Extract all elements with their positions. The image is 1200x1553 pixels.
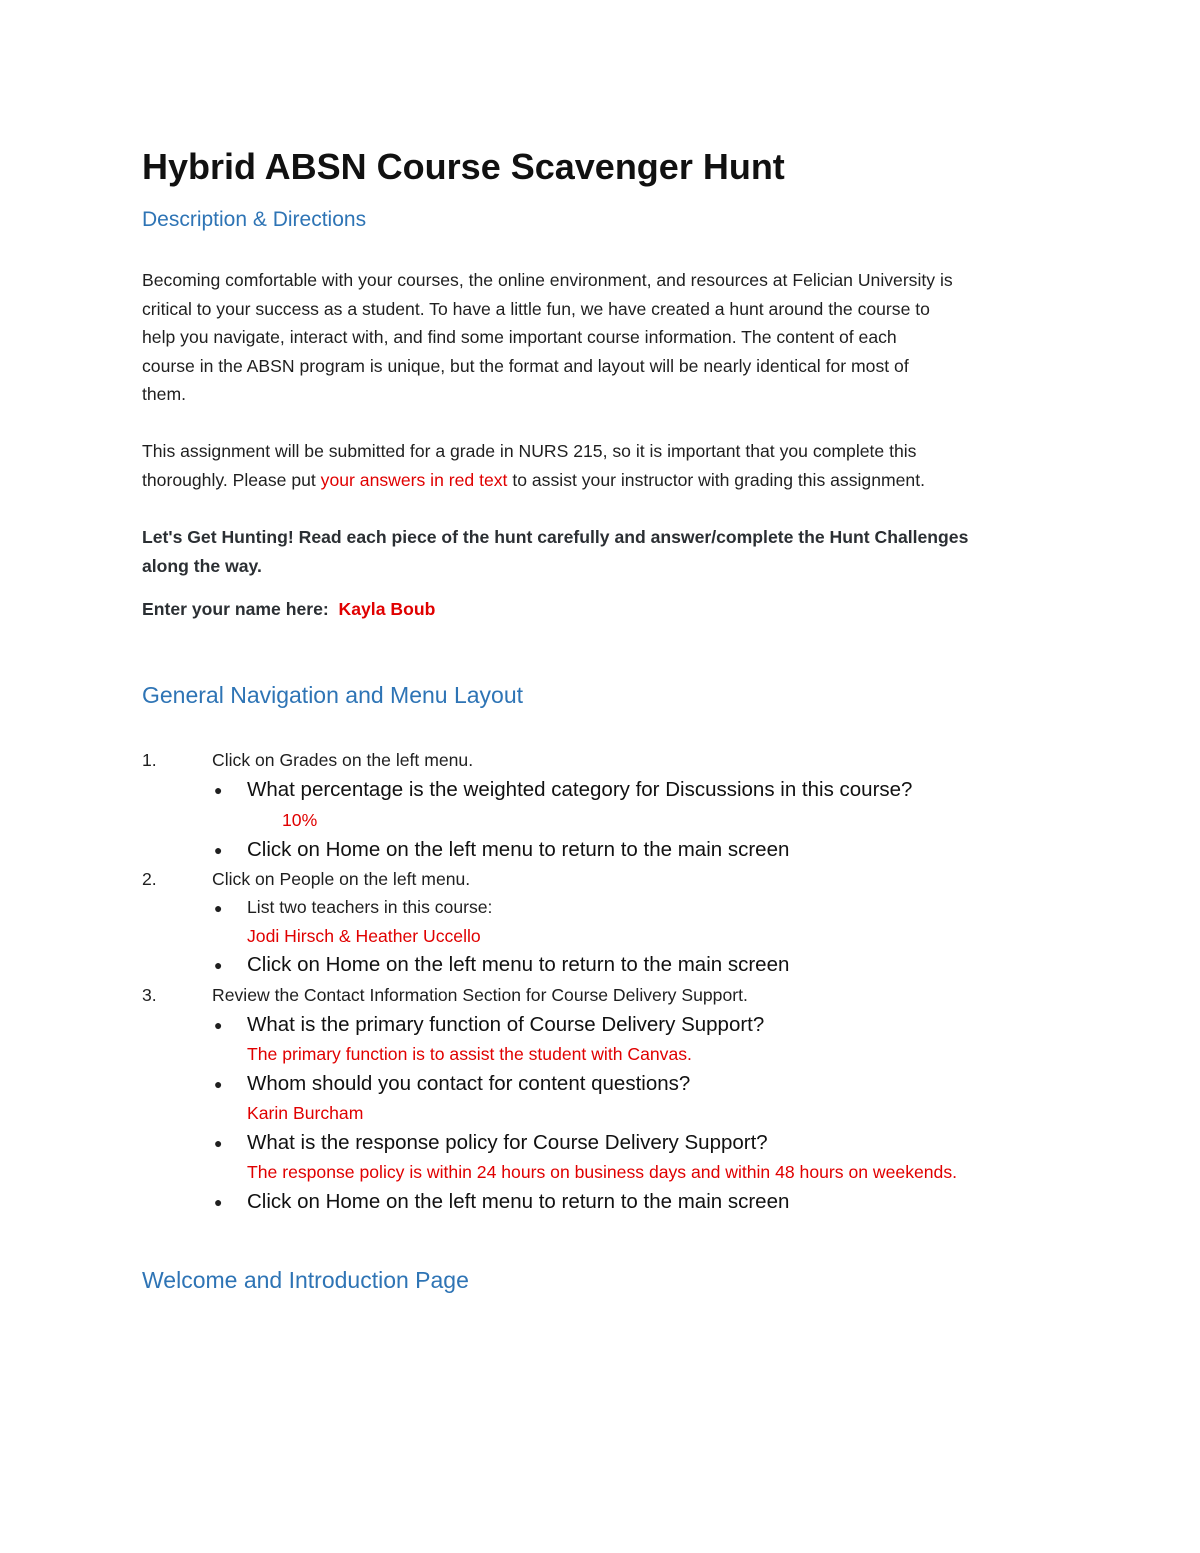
home-instruction: Click on Home on the left menu to return to the main screen [247,838,790,861]
home-instruction: Click on Home on the left menu to return to the main screen [247,953,790,976]
page-title: Hybrid ABSN Course Scavenger Hunt [142,146,785,187]
question: What percentage is the weighted category for Discussions in this course? [247,778,913,801]
step-number: 1. [142,750,157,770]
intro-line: Becoming comfortable with your courses, the online environment, and resources at Felician University is [142,270,953,290]
question: List two teachers in this course: [247,897,493,917]
intro-paragraph [142,266,953,409]
answer: Jodi Hirsch & Heather Uccello [247,926,481,946]
bullet-icon: ● [214,1076,223,1092]
bullet-icon: ● [214,1017,223,1033]
intro-line: critical to your success as a student. To have a little fun, we have created a hunt around the course to [142,298,930,319]
bullet-icon: ● [214,1135,223,1151]
bullet-icon: ● [214,782,223,798]
name-label: Enter your name here: [142,599,329,619]
red-text-instruction: your answers in red text [320,469,508,490]
question: What is the primary function of Course Delivery Support? [247,1013,765,1036]
answer: The primary function is to assist the student with Canvas. [247,1044,692,1064]
section-heading-navigation: General Navigation and Menu Layout [142,682,524,708]
assignment-text: thoroughly. Please put [142,469,321,490]
name-row [142,595,435,624]
hunting-line: Let's Get Hunting! Read each piece of the hunt carefully and answer/complete the Hunt Challenges [142,527,969,547]
answer: 10% [282,810,318,830]
step-number: 3. [142,985,157,1005]
section-heading-welcome: Welcome and Introduction Page [142,1267,469,1293]
assignment-text: to assist your instructor with grading this assignment. [507,469,925,490]
intro-line: help you navigate, interact with, and find some important course information. The content of each [142,327,897,347]
answer: Karin Burcham [247,1103,364,1123]
question: What is the response policy for Course Delivery Support? [247,1131,768,1154]
assignment-line: This assignment will be submitted for a grade in NURS 215, so it is important that you complete this [142,441,917,461]
step-text: Review the Contact Information Section for Course Delivery Support. [212,985,748,1005]
hunting-line: along the way. [142,555,262,576]
intro-line: course in the ABSN program is unique, but the format and layout will be nearly identical for most of [142,355,909,376]
step-number: 2. [142,869,157,889]
student-name: Kayla Boub [338,599,436,619]
step-text: Click on People on the left menu. [212,869,471,889]
bullet-icon: ● [214,957,223,973]
hunting-instructions [142,523,968,580]
answer: The response policy is within 24 hours on business days and within 48 hours on weekends. [247,1162,958,1182]
assignment-paragraph [142,437,925,494]
intro-line: them. [142,384,187,404]
step-text: Click on Grades on the left menu. [212,750,474,770]
home-instruction: Click on Home on the left menu to return to the main screen [247,1190,790,1213]
question: Whom should you contact for content questions? [247,1072,691,1095]
assignment-line [142,466,925,495]
bullet-icon: ● [214,1194,223,1210]
description-heading: Description & Directions [142,208,367,231]
bullet-icon: ● [214,900,223,916]
bullet-icon: ● [214,842,223,858]
